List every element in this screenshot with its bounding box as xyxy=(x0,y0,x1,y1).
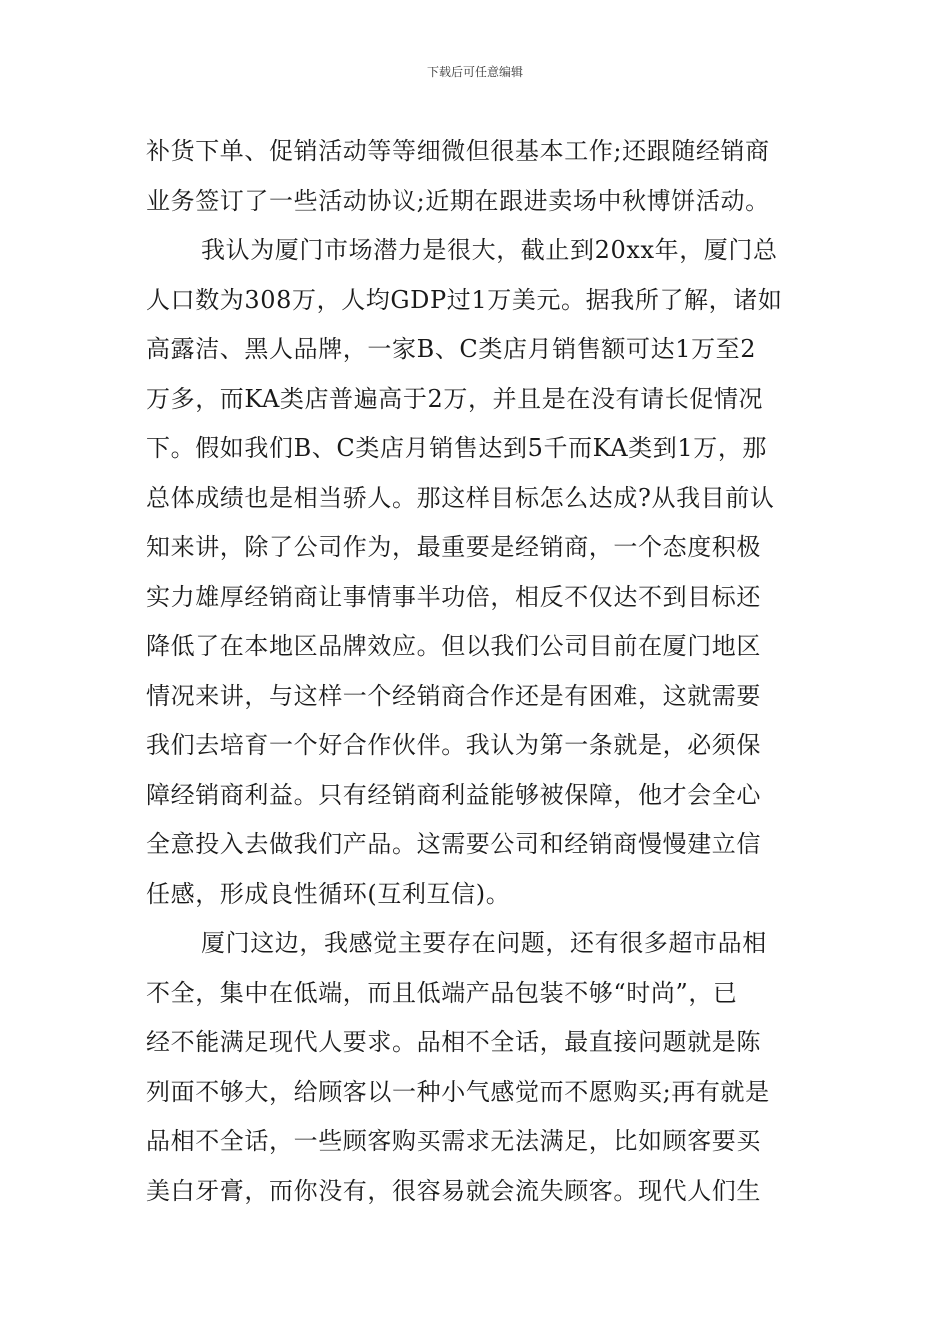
text-line: 我认为厦门市场潜力是很大，截止到20xx年，厦门总 xyxy=(201,236,778,264)
text-line: 人口数为308万，人均GDP过1万美元。据我所了解，诸如 xyxy=(146,285,783,314)
text-line: 品相不全话，一些顾客购买需求无法满足，比如顾客要买 xyxy=(146,1127,761,1155)
paragraph-3 xyxy=(146,919,808,1216)
text-line: 任感，形成良性循环(互利互信)。 xyxy=(146,879,511,908)
text-line: 总体成绩也是相当骄人。那这样目标怎么达成?从我目前认 xyxy=(146,483,775,512)
text-line: 下。假如我们B、C类店月销售达到5千而KA类到1万，那 xyxy=(146,434,768,462)
text-line: 厦门这边，我感觉主要存在问题，还有很多超市品相 xyxy=(201,929,767,957)
text-line: 万多，而KA类店普遍高于2万，并且是在没有请长促情况 xyxy=(146,384,764,413)
text-line: 实力雄厚经销商让事情事半功倍，相反不仅达不到目标还 xyxy=(146,582,761,611)
text-line: 美白牙膏，而你没有，很容易就会流失顾客。现代人们生 xyxy=(146,1176,761,1205)
paragraph-2 xyxy=(146,226,808,919)
text-line: 情况来讲，与这样一个经销商合作还是有困难，这就需要 xyxy=(146,681,761,710)
page-header xyxy=(0,64,950,80)
text-line: 我们去培育一个好合作伙伴。我认为第一条就是，必须保 xyxy=(146,731,761,759)
text-line: 降低了在本地区品牌效应。但以我们公司目前在厦门地区 xyxy=(146,632,761,660)
paragraph-1 xyxy=(146,127,808,226)
text-line: 不全，集中在低端，而且低端产品包装不够“时尚”，已 xyxy=(146,978,738,1007)
text-line: 列面不够大，给顾客以一种小气感觉而不愿购买;再有就是 xyxy=(146,1077,770,1106)
text-line: 补货下单、促销活动等等细微但很基本工作;还跟随经销商 xyxy=(146,137,770,165)
text-line: 高露洁、黑人品牌，一家B、C类店月销售额可达1万至2 xyxy=(146,335,757,363)
text-line: 经不能满足现代人要求。品相不全话，最直接问题就是陈 xyxy=(146,1028,761,1056)
header-text: 下载后可任意编辑 xyxy=(426,65,523,79)
text-line: 全意投入去做我们产品。这需要公司和经销商慢慢建立信 xyxy=(146,830,761,858)
document-body xyxy=(146,127,808,1216)
text-line: 业务签订了一些活动协议;近期在跟进卖场中秋博饼活动。 xyxy=(146,186,770,215)
text-line: 知来讲，除了公司作为，最重要是经销商，一个态度积极 xyxy=(146,533,761,561)
text-line: 障经销商利益。只有经销商利益能够被保障，他才会全心 xyxy=(146,780,761,809)
